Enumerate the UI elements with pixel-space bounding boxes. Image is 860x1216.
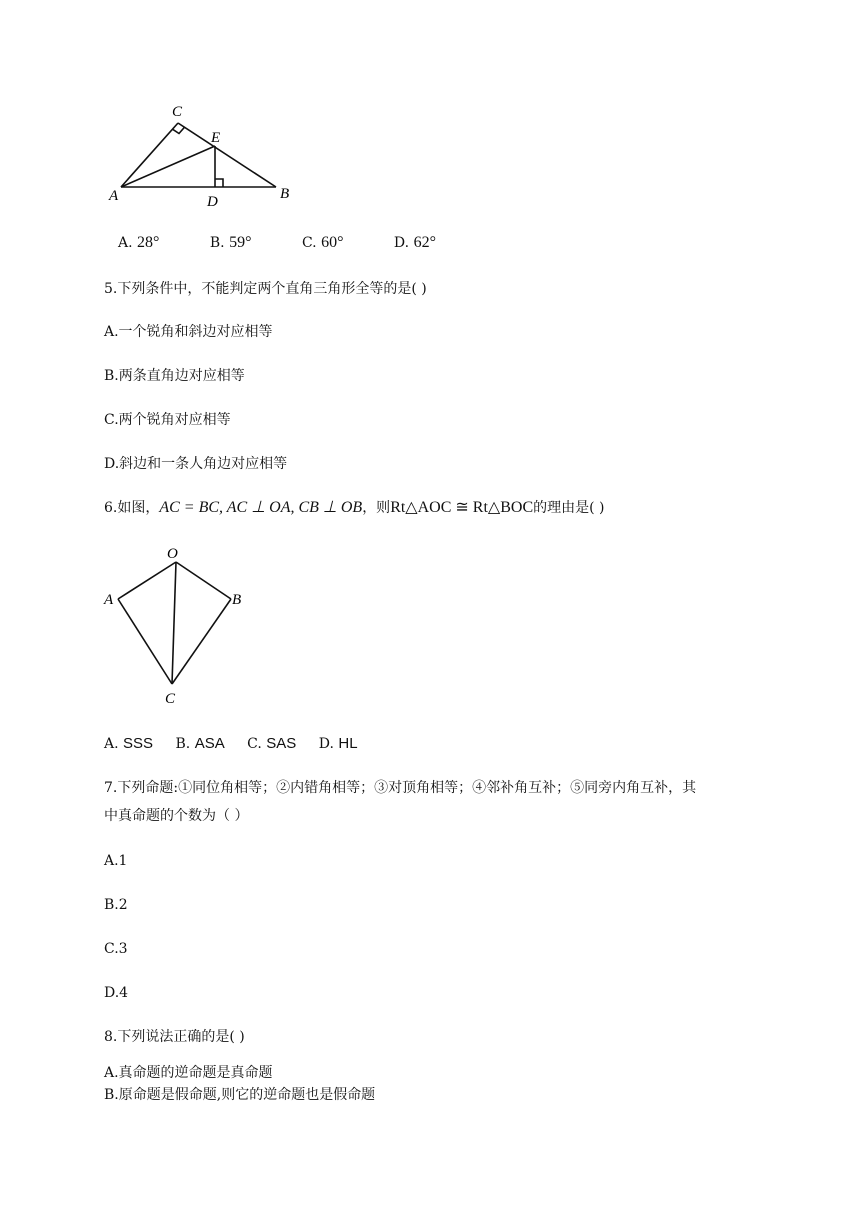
q8-stem: 8.下列说法正确的是( ) xyxy=(104,1029,245,1045)
q6-stem: 6.如图，AC = BC, AC ⊥ OA, CB ⊥ OB，则Rt△AOC ≅ Rt△BOC的理由是( ) xyxy=(104,499,605,516)
q8-option-a: A.真命题的逆命题是真命题 xyxy=(104,1065,273,1081)
q6-option-d: D. HL xyxy=(318,735,358,752)
q6-option-a: A. SSS xyxy=(104,735,154,752)
q7-option-c: C.3 xyxy=(104,941,128,957)
q7-option-b: B.2 xyxy=(104,897,128,913)
label-d: D xyxy=(207,194,218,210)
label-e: E xyxy=(211,130,221,146)
q7-stem-line2: 中真命题的个数为（ ） xyxy=(104,808,249,824)
q6-option-c: C. SAS xyxy=(247,735,297,752)
q4-option-d: D. 62° xyxy=(393,234,436,251)
q7-option-a: A.1 xyxy=(104,853,128,869)
label-o: O xyxy=(167,546,178,562)
q4-option-a: A. 28° xyxy=(118,234,160,251)
q6-options xyxy=(104,734,376,754)
q5-option-d: D.斜边和一条人角边对应相等 xyxy=(104,456,288,472)
q7-option-d: D.4 xyxy=(104,985,129,1001)
q5-option-c: C.两个锐角对应相等 xyxy=(104,412,231,428)
q5-stem: 5.下列条件中，不能判定两个直角三角形全等的是( ) xyxy=(104,281,427,297)
q4-option-b: B. 59° xyxy=(209,234,252,251)
q4-options xyxy=(118,233,482,253)
q5-option-a: A.一个锐角和斜边对应相等 xyxy=(104,324,273,340)
label-a2: A xyxy=(104,592,114,608)
q5-option-b: B.两条直角边对应相等 xyxy=(104,368,245,384)
label-c2: C xyxy=(165,691,176,707)
q6-condition: AC = BC, AC ⊥ OA, CB ⊥ OB xyxy=(159,499,363,516)
label-b: B xyxy=(280,186,290,202)
q6-option-b: B. ASA xyxy=(175,735,225,752)
kite-figure-oacb xyxy=(98,540,258,710)
q4-option-c: C. 60° xyxy=(301,234,344,251)
triangle-figure-acb xyxy=(100,96,310,211)
q8-option-b: B.原命题是假命题,则它的逆命题也是假命题 xyxy=(104,1087,376,1103)
q7-stem-line1: 7.下列命题:①同位角相等；②内错角相等；③对顶角相等；④邻补角互补；⑤同旁内角互补，其 xyxy=(104,780,697,796)
q6-relation: Rt△AOC ≅ Rt△BOC xyxy=(390,499,534,516)
label-c: C xyxy=(172,104,183,120)
label-a: A xyxy=(109,188,119,204)
label-b2: B xyxy=(232,592,242,608)
